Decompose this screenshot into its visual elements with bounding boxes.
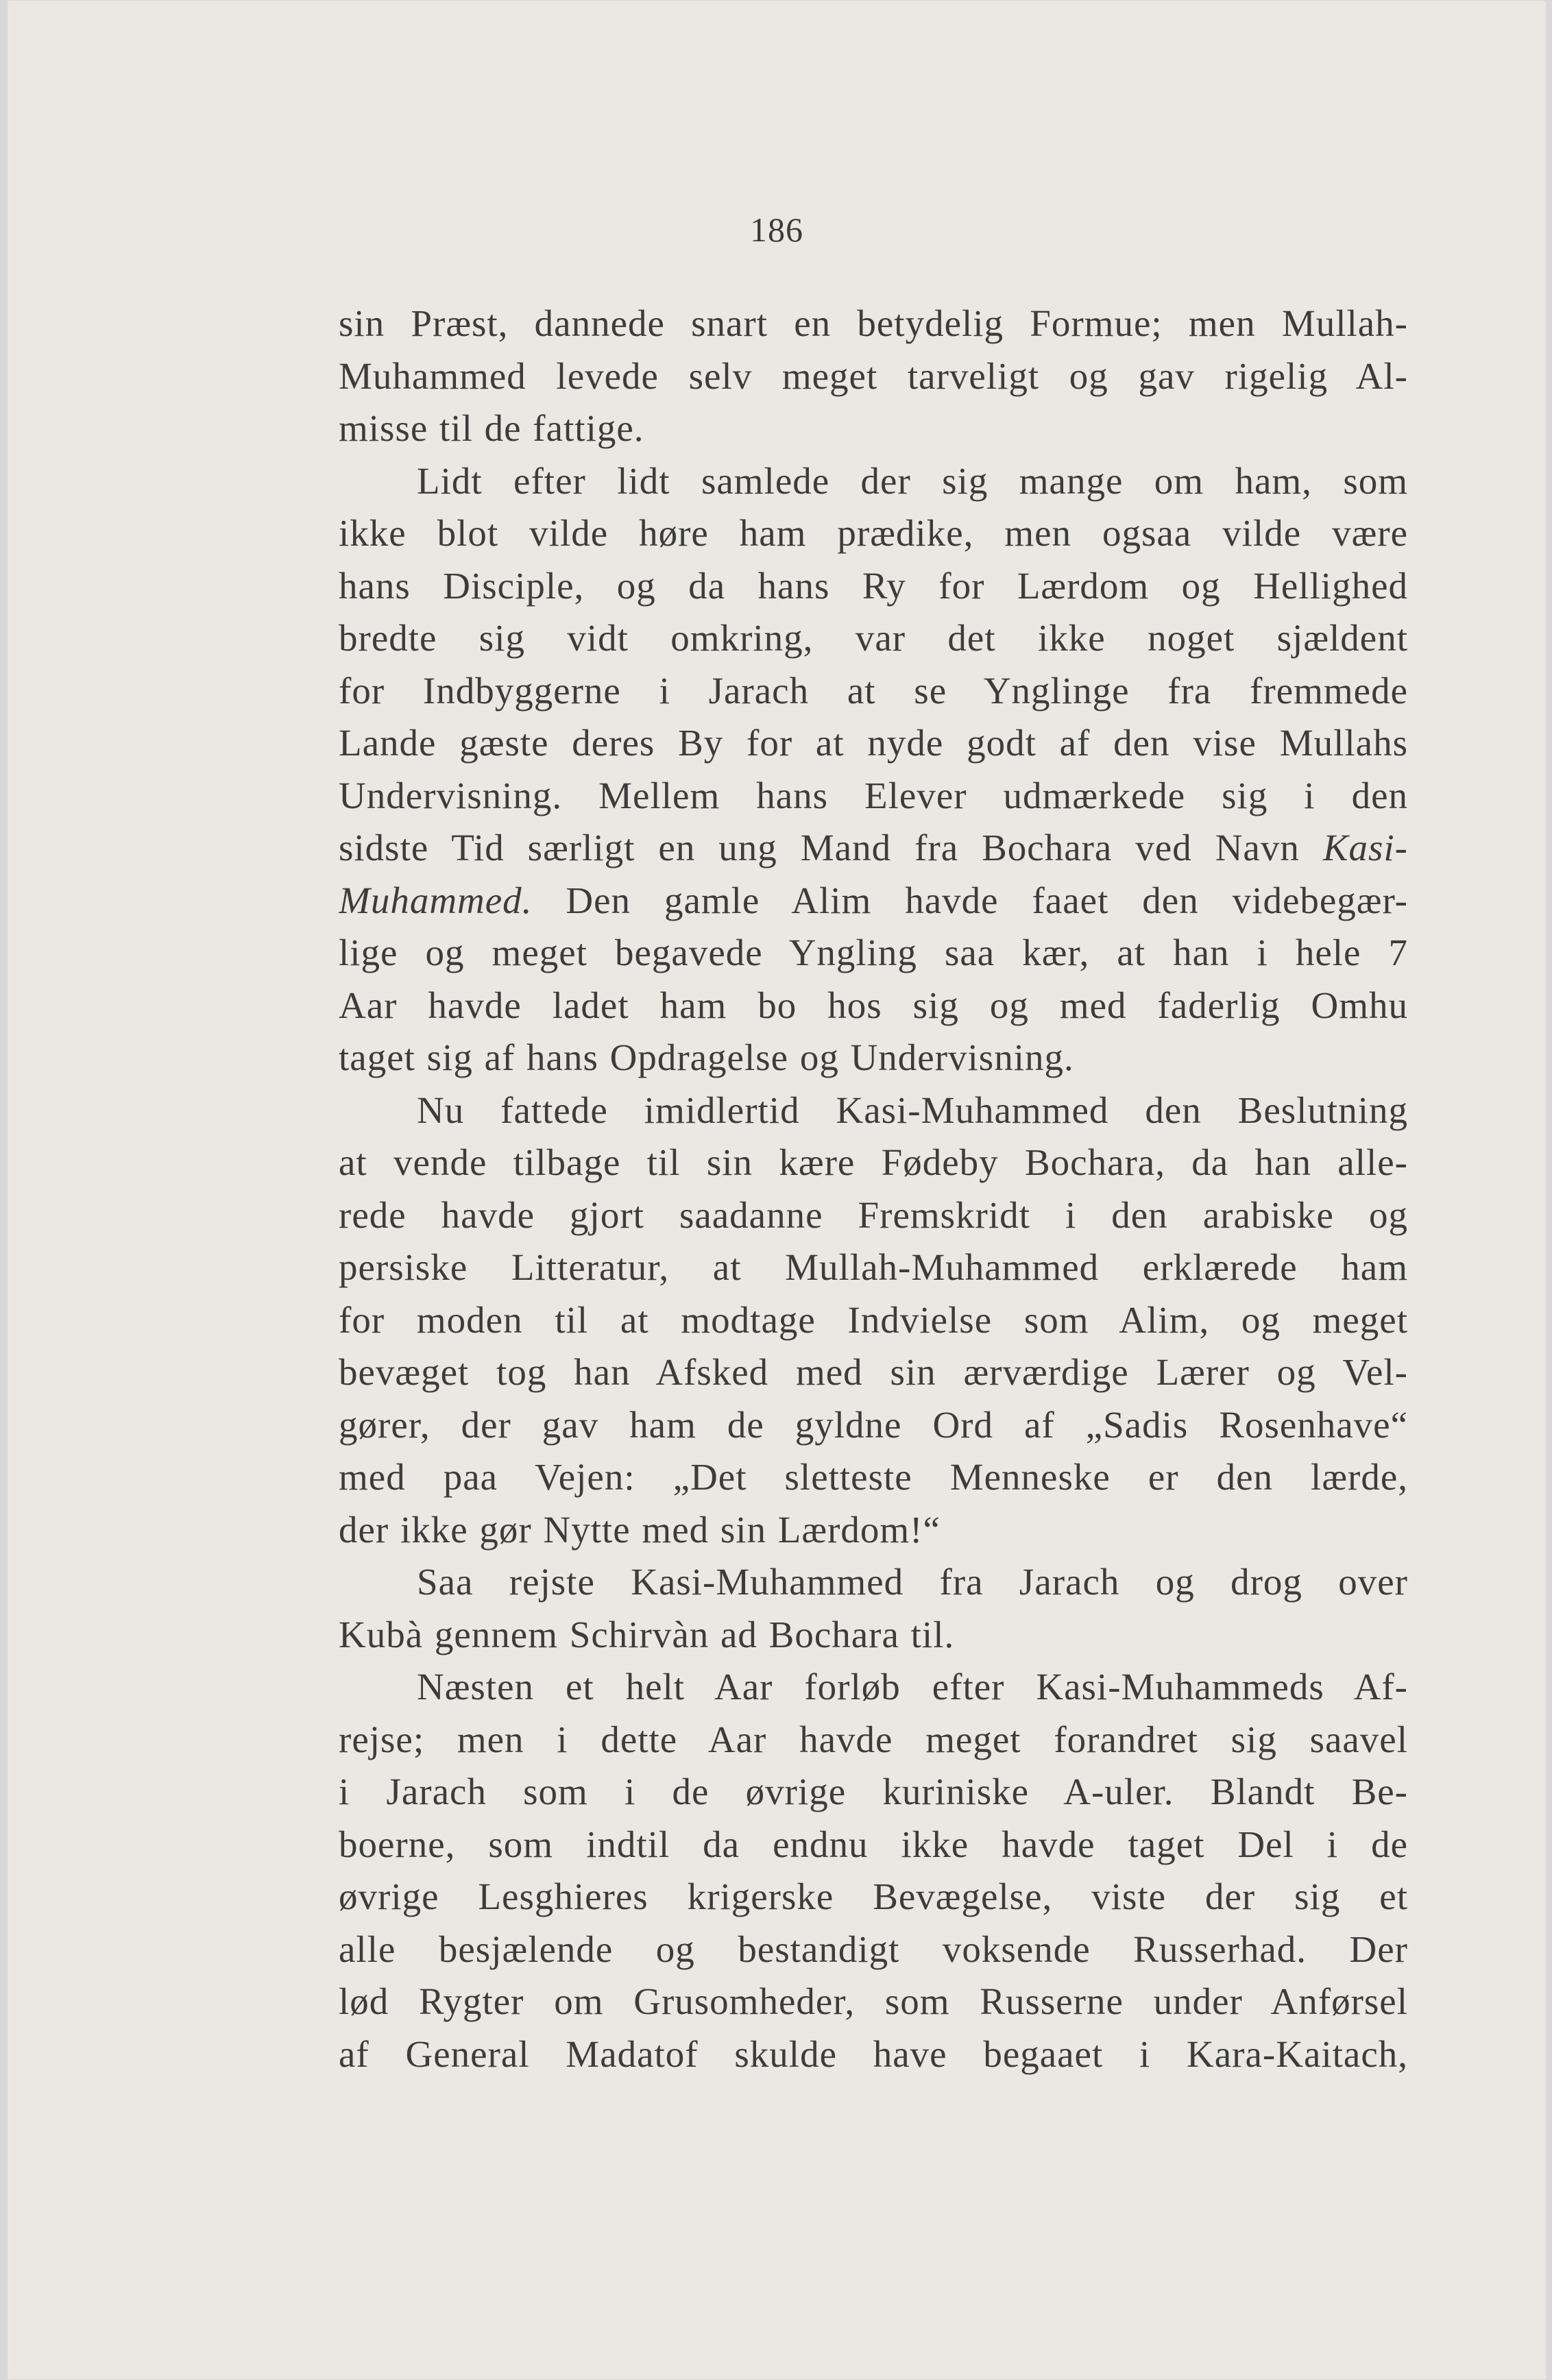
text-line: at vende tilbage til sin kære Fødeby Bochara, da han alle-	[339, 1141, 1408, 1183]
text-line: Undervisning. Mellem hans Elever udmærkede sig i den	[339, 774, 1408, 816]
text-line	[339, 822, 1408, 875]
text-line: gører, der gav ham de gyldne Ord af „Sadis Rosenhave“	[339, 1403, 1408, 1446]
text-line: bredte sig vidt omkring, var det ikke noget sjældent	[339, 617, 1408, 659]
text-line: i Jarach som i de øvrige kuriniske A-uler. Blandt Be-	[339, 1771, 1408, 1812]
text-line: hans Disciple, og da hans Ry for Lærdom og Hellighed	[339, 564, 1408, 607]
text-segment: sidste Tid særligt en ung Mand fra Bochara ved Navn	[339, 827, 1323, 869]
text-line: Lande gæste deres By for at nyde godt af den vise Mullahs	[339, 722, 1408, 764]
text-line: øvrige Lesghieres krigerske Bevægelse, viste der sig et	[339, 1875, 1408, 1917]
text-line: Kubà gennem Schirvàn ad Bochara til.	[339, 1613, 955, 1655]
text-line: taget sig af hans Opdragelse og Undervisning.	[339, 1036, 1074, 1078]
text-segment: Den gamle Alim havde faaet den videbegær-	[532, 879, 1408, 921]
text-line: boerne, som indtil da endnu ikke havde taget Del i de	[339, 1823, 1408, 1865]
italic-name: Muhammed.	[339, 879, 533, 921]
text-line: Aar havde ladet ham bo hos sig og med faderlig Omhu	[339, 984, 1408, 1026]
paragraph-first-line: Næsten et helt Aar forløb efter Kasi-Muhammeds Af-	[417, 1666, 1408, 1708]
text-line: af General Madatof skulde have begaaet i Kara-Kaitach,	[339, 2032, 1408, 2075]
text-line: rejse; men i dette Aar havde meget forandret sig saavel	[339, 1718, 1408, 1760]
text-line: misse til de fattige.	[339, 407, 644, 449]
text-line: for Indbyggerne i Jarach at se Ynglinge fra fremmede	[339, 669, 1408, 712]
paragraph-first-line: Lidt efter lidt samlede der sig mange om ham, som	[417, 459, 1408, 502]
italic-name: Kasi-	[1322, 827, 1408, 869]
page-number: 186	[750, 210, 803, 249]
paragraph-first-line: Nu fattede imidlertid Kasi-Muhammed den Beslutning	[417, 1089, 1408, 1131]
text-line: bevæget tog han Afsked med sin ærværdige Lærer og Vel-	[339, 1351, 1408, 1393]
book-page	[7, 0, 1547, 2380]
text-line: sin Præst, dannede snart en betydelig Formue; men Mullah-	[339, 302, 1408, 344]
text-line: der ikke gør Nytte med sin Lærdom!“	[339, 1508, 941, 1551]
text-line: persiske Litteratur, at Mullah-Muhammed erklærede ham	[339, 1246, 1408, 1288]
text-line: Muhammed levede selv meget tarveligt og gav rigelig Al-	[339, 354, 1408, 397]
body-text	[339, 298, 1408, 2080]
text-line: med paa Vejen: „Det sletteste Menneske er den lærde,	[339, 1456, 1408, 1498]
paragraph-first-line: Saa rejste Kasi-Muhammed fra Jarach og drog over	[417, 1561, 1408, 1603]
text-line: ikke blot vilde høre ham prædike, men ogsaa vilde være	[339, 512, 1408, 554]
text-line: lød Rygter om Grusomheder, som Russerne under Anførsel	[339, 1980, 1408, 2022]
text-line: rede havde gjort saadanne Fremskridt i den arabiske og	[339, 1193, 1408, 1236]
text-line: lige og meget begavede Yngling saa kær, at han i hele 7	[339, 932, 1408, 973]
text-line	[339, 875, 1408, 927]
text-line: for moden til at modtage Indvielse som Alim, og meget	[339, 1298, 1408, 1341]
text-line: alle besjælende og bestandigt voksende Russerhad. Der	[339, 1928, 1408, 1970]
